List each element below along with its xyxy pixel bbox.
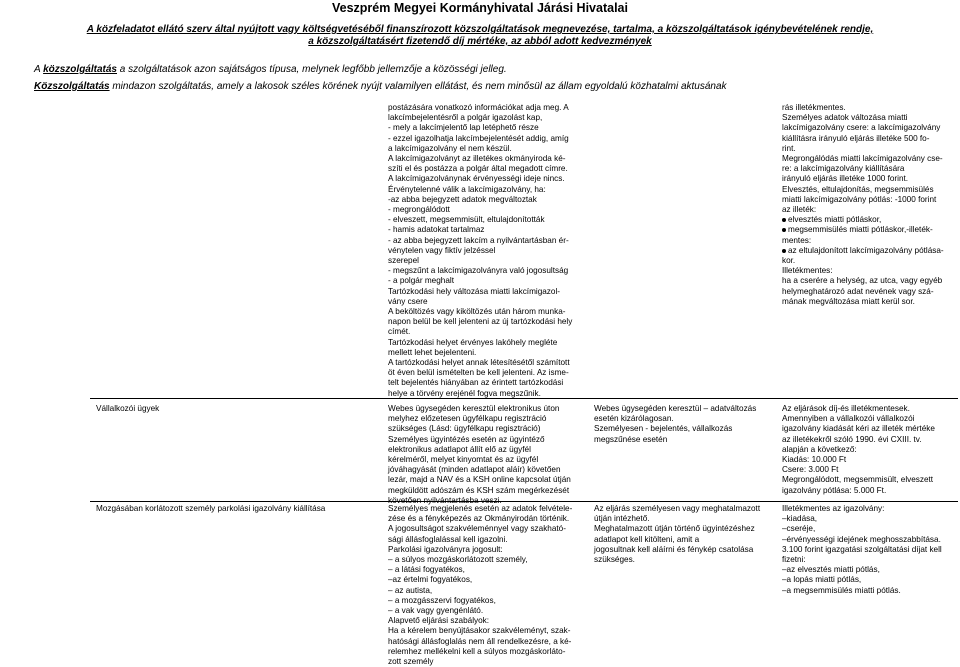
definition-1-prefix: A — [34, 64, 44, 75]
row1-fees-line — [782, 215, 960, 225]
row1-fees-line-text: mentes: — [782, 235, 812, 245]
row1-fees-line — [782, 123, 960, 133]
row2-method-text: Webes ügysegéden keresztül – adatváltozás esetén kizárólagosan. Személyesen - bejelentés, vállalkozás megszűnése esetén — [594, 404, 757, 444]
definition-1-text: a szolgáltatások azon sajátságos típusa, melynek legfőbb jellemzője a közösségi jelleg. — [117, 64, 507, 75]
row1-fees-line — [782, 287, 960, 297]
row1-fees-line-text: kor. — [782, 256, 796, 266]
row1-fees-line — [782, 225, 960, 235]
row1-fees-line-text: elvesztés miatti pótláskor, — [788, 215, 882, 225]
row1-fees-line-text: ha a cserére a helység, az utca, vagy egyéb — [782, 276, 943, 286]
row1-fees-line-text: az illeték: — [782, 205, 817, 215]
row1-fees-line-text: helymeghatározó adat nevének vagy szá- — [782, 286, 934, 296]
row2-service-name: Vállalkozói ügyek — [96, 404, 160, 413]
definition-2-text: mindazon szolgáltatás, amely a lakosok széles körének nyújt valamilyen ellátást, és nem minősül az állam egyoldalú közhatalmi aktusának — [109, 81, 727, 92]
row1-fees-line-text: az eltulajdonított lakcímigazolvány pótlása- — [788, 245, 944, 255]
document-subtitle-line-1: A közfeladatot ellátó szerv által nyújtott vagy költségvetéséből finanszírozott közszolgáltatások megnevezése, tartalma, a közszolgáltatások igénybevételének rendje, — [86, 24, 874, 35]
row1-fees-line-text: Illetékmentes: — [782, 266, 833, 276]
row1-fees-line — [782, 185, 960, 195]
row1-fees-line-text: re: a lakcímigazolvány kiállítására — [782, 164, 905, 174]
row1-procedure-text: postázására vonatkozó információkat adja meg. A lakcímbejelentésről a polgár igazolást kap, - mely a lakcímjelentő lap letéphető része - ezzel igazolhatja lakcímbejelentését addig, amíg a lakcímigazolvány el nem készül. A lakcímigazolványt az illetékes okmányiroda ké- szíti el és postázza a polgár által megadott címre. A lakcímigazolványnak érvényességi ideje nincs. Érvénytelenné válik a lakcímigazolvány, ha: -az abba bejegyzett adatok megváltoztak - megrongálódott - elveszett, megsemmisült, eltulajdonították - hamis adatokat tartalmaz - az abba bejegyzett lakcím a nyilvántartásban ér- vénytelen vagy fiktív jelzéssel szerepel - megszűnt a lakcímigazolványra való jogosultság - a polgár meghalt Tartózkodási hely változása miatti lakcímigazol- vány csere A beköltözés vagy kiköltözés után három munka- napon belül be kell jelenteni az új tartózkodási hely címét. Tartózkodási helyet érvényes lakóhely megléte mellett lehet bejelenteni. A tartózkodási helyet annak létesítésétől számított öt éven belül ismételten be kell jelenteni. Az isme- telt bejelentés hiányában az érintett tartózkodási helye a törvény erejénél fogva megszűnik. — [388, 103, 573, 398]
row1-fees-line — [782, 236, 960, 246]
row1-fees-line — [782, 246, 960, 256]
row1-fees-line-text: rint. — [782, 143, 796, 153]
row1-fees-line — [782, 195, 960, 205]
row1-fees-line-text: lakcímigazolvány csere: a lakcímigazolvány — [782, 123, 941, 133]
row1-fees-text — [782, 103, 960, 307]
row1-fees-line-text: irányuló eljárás illetéke 1000 forint. — [782, 174, 909, 184]
bullet-icon — [782, 218, 786, 222]
row3-procedure-text: Személyes megjelenés esetén az adatok felvétele- zése és a fényképezés az Okmányirodán történik. A jogosultságot szakvéleménnyel vagy szakható- sági állásfoglalással kell igazolni. Parkolási igazolványra jogosult: – a súlyos mozgáskorlátozott személy, – a látási fogyatékos, –az értelmi fogyatékos, – az autista, – a mozgásszervi fogyatékos, – a vak vagy gyengénlátó. Alapvető eljárási szabályok: Ha a kérelem benyújtásakor szakvéleményt, szak- hatósági állásfoglalás nem áll rendelkezésre, a ké- relemhez mellékelni kell a súlyos mozgáskorláto- zott személy — [388, 504, 573, 667]
row1-fees-line — [782, 144, 960, 154]
row3-method-text: Az eljárás személyesen vagy meghatalmazott útján intézhető. Meghatalmazott útján történő ügyintézéshez adatlapot kell kitölteni, amit a jogosultnak kell aláírni és fénykép csatolása szükséges. — [594, 504, 761, 565]
row2-procedure-text: Webes ügysegéden keresztül elektronikus úton melyhez előzetesen ügyfélkapu regisztráció szükséges (Lásd: ügyfélkapu regisztráció) Személyes ügyintézés esetén az ügyintéző elektronikus adatlapot állít elő az ügyfél kérelméről, melyet kinyomtat és az ügyfél jóváhagyását (minden adatlapot aláír) követően lezár, majd a NAV és a KSH online kapcsolat útján megküldött adószám és KSH szám megérkezését követően nyilvántartásba veszi. — [388, 404, 571, 505]
row1-fees-line-text: mának megváltozása miatt kerül sor. — [782, 296, 915, 306]
row1-fees-line — [782, 205, 960, 215]
definition-2 — [34, 81, 727, 92]
row3-service-name: Mozgásában korlátozott személy parkolási igazolvány kiállítása — [96, 504, 326, 513]
row1-fees-line — [782, 266, 960, 276]
row-divider — [90, 501, 958, 502]
row1-fees-line — [782, 256, 960, 266]
row1-fees-line — [782, 297, 960, 307]
row1-fees-line-text: kiállításra irányuló eljárás illetéke 500 fo- — [782, 133, 930, 143]
row1-fees-line — [782, 154, 960, 164]
definition-2-term: Közszolgáltatás — [34, 81, 110, 92]
row1-fees-line-text: Személyes adatok változása miatti — [782, 113, 908, 123]
bullet-icon — [782, 249, 786, 253]
row1-fees-line — [782, 134, 960, 144]
row1-fees-line-text: miatti lakcímigazolvány pótlás: -1000 forint — [782, 194, 937, 204]
row1-fees-line — [782, 113, 960, 123]
page-title: Veszprém Megyei Kormányhivatal Járási Hivatalai — [332, 1, 628, 15]
row1-fees-line — [782, 276, 960, 286]
row1-fees-line-text: Megrongálódás miatti lakcímigazolvány cse- — [782, 154, 943, 164]
bullet-icon — [782, 228, 786, 232]
row1-fees-line — [782, 174, 960, 184]
row-divider — [90, 398, 958, 399]
row2-fees-text: Az eljárások díj-és illetékmentesek. Amennyiben a vállalkozói vállalkozói igazolvány kiadását kéri az illeték mértéke az illetékekről szóló 1990. évi CXIII. tv. alapján a következő: Kiadás: 10.000 Ft Csere: 3.000 Ft Megrongálódott, megsemmisült, elveszett igazolvány pótlása: 5.000 Ft. — [782, 404, 935, 495]
row1-fees-line-text: rás illetékmentes. — [782, 103, 846, 112]
definition-1 — [34, 64, 507, 75]
row1-fees-line — [782, 103, 960, 113]
document-subtitle-line-2: a közszolgáltatásért fizetendő díj mértéke, az abból adott kedvezmények — [308, 36, 652, 47]
row1-fees-line-text: Elvesztés, eltulajdonítás, megsemmisülés — [782, 184, 934, 194]
row1-fees-line-text: megsemmisülés miatti pótláskor,-illeték- — [788, 225, 933, 235]
row1-fees-line — [782, 164, 960, 174]
definition-1-term: közszolgáltatás — [43, 64, 117, 75]
row3-fees-text: Illetékmentes az igazolvány: –kiadása, –cseréje, –érvényességi idejének meghosszabbítása. 3.100 forint igazgatási szolgáltatási díjat kell fizetni: –az elvesztés miatti pótlás, –a lopás miatti pótlás, –a megsemmisülés miatti pótlás. — [782, 504, 942, 595]
